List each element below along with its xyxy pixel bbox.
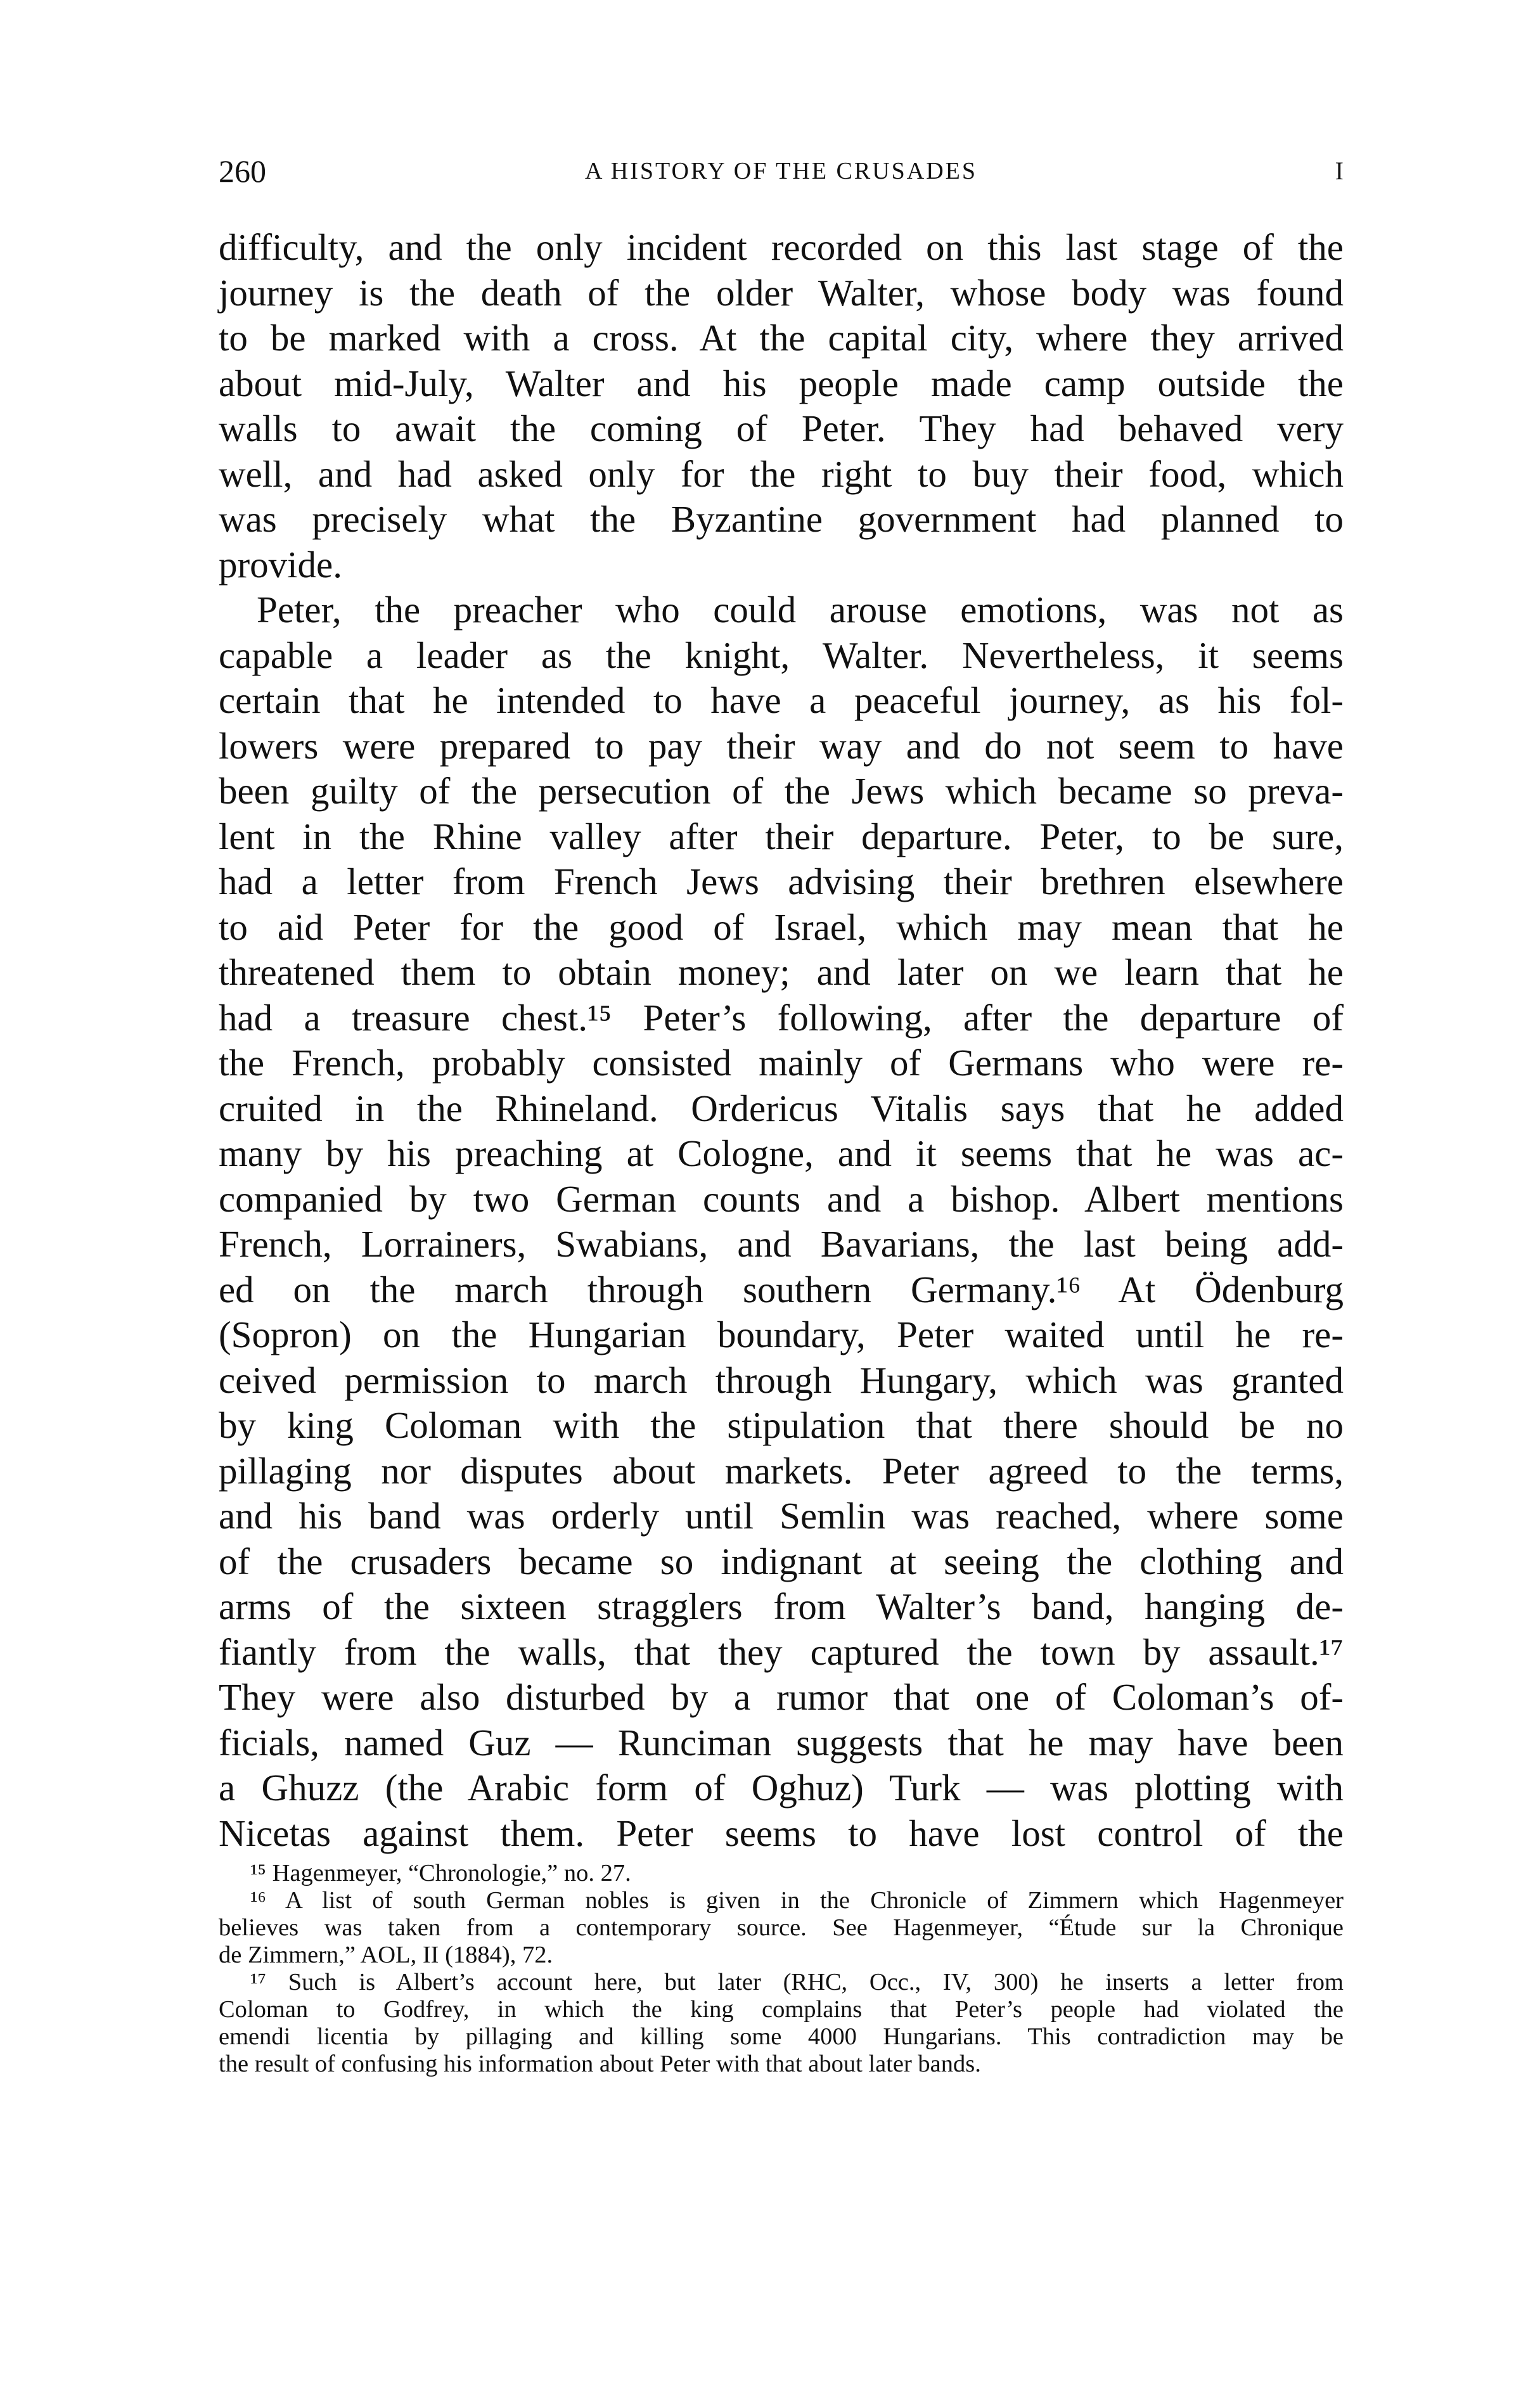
body-line: had a letter from French Jews advising their brethren elsewhere (219, 861, 1344, 902)
footnote-line: Coloman to Godfrey, in which the king complains that Peter’s people had violated the (219, 1996, 1344, 2023)
body-line: had a treasure chest.¹⁵ Peter’s following, after the departure of (219, 996, 1344, 1039)
body-line: the French, probably consisted mainly of Germans who were re- (219, 1042, 1344, 1084)
body-line: to aid Peter for the good of Israel, which may mean that he (219, 906, 1344, 948)
body-line: about mid-July, Walter and his people made camp outside the (219, 362, 1344, 404)
body-line: companied by two German counts and a bishop. Albert mentions (219, 1177, 1344, 1220)
footnote-line: the result of confusing his information about Peter with that about later bands. (219, 2051, 981, 2077)
body-line: ficials, named Guz — Runciman suggests that he may have been (219, 1721, 1344, 1764)
body-line: French, Lorrainers, Swabians, and Bavarians, the last being add- (219, 1223, 1344, 1265)
body-line: walls to await the coming of Peter. They had behaved very (219, 407, 1344, 449)
body-line: certain that he intended to have a peaceful journey, as his fol- (219, 679, 1344, 721)
body-line: well, and had asked only for the right to buy their food, which (219, 452, 1344, 495)
body-line: a Ghuzz (the Arabic form of Oghuz) Turk — was plotting with (219, 1767, 1344, 1809)
footnote-line: believes was taken from a contemporary source. See Hagenmeyer, “Étude sur la Chronique (219, 1914, 1344, 1941)
body-line: arms of the sixteen stragglers from Walter’s band, hanging de- (219, 1585, 1344, 1627)
body-line: Nicetas against them. Peter seems to have lost control of the (219, 1812, 1344, 1854)
footnote-line: ¹⁶ A list of south German nobles is given in the Chronicle of Zimmern which Hagenmeyer (250, 1887, 1344, 1914)
body-line: capable a leader as the knight, Walter. Nevertheless, it seems (219, 634, 1344, 676)
body-line: threatened them to obtain money; and later on we learn that he (219, 951, 1344, 993)
body-line: pillaging nor disputes about markets. Peter agreed to the terms, (219, 1449, 1344, 1492)
running-title: A HISTORY OF THE CRUSADES (584, 158, 978, 184)
footnote-line: emendi licentia by pillaging and killing some 4000 Hungarians. This contradiction may be (219, 2023, 1344, 2050)
body-line: lowers were prepared to pay their way and do not seem to have (219, 724, 1344, 767)
body-line: many by his preaching at Cologne, and it seems that he was ac- (219, 1132, 1344, 1174)
body-text (219, 225, 1344, 1856)
body-line: They were also disturbed by a rumor that one of Coloman’s of- (219, 1676, 1344, 1718)
body-line: fiantly from the walls, that they captured the town by assault.¹⁷ (219, 1630, 1344, 1673)
footnote-line: ¹⁷ Such is Albert’s account here, but later (RHC, Occ., IV, 300) he inserts a letter from (250, 1969, 1344, 1995)
page-number: 260 (219, 153, 266, 189)
body-line: been guilty of the persecution of the Jews which became so preva- (219, 770, 1344, 812)
footnote-line: ¹⁵ Hagenmeyer, “Chronologie,” no. 27. (250, 1860, 631, 1886)
body-line: ed on the march through southern Germany.¹⁶ At Ödenburg (219, 1268, 1344, 1310)
body-line: to be marked with a cross. At the capital city, where they arrived (219, 317, 1344, 359)
body-line: was precisely what the Byzantine government had planned to (219, 498, 1344, 540)
body-line: (Sopron) on the Hungarian boundary, Peter waited until he re- (219, 1314, 1344, 1355)
body-line: by king Coloman with the stipulation that there should be no (219, 1404, 1344, 1446)
footnote-line: de Zimmern,” AOL, II (1884), 72. (219, 1942, 553, 1968)
body-line: lent in the Rhine valley after their departure. Peter, to be sure, (219, 815, 1344, 857)
body-line: provide. (219, 543, 342, 586)
body-line: and his band was orderly until Semlin was reached, where some (219, 1495, 1344, 1537)
body-line: Peter, the preacher who could arouse emotions, was not as (257, 589, 1344, 631)
body-line: journey is the death of the older Walter, whose body was found (219, 271, 1344, 314)
body-line: ceived permission to march through Hungary, which was granted (219, 1359, 1344, 1401)
running-head (219, 152, 1344, 190)
volume-number: I (1335, 157, 1344, 185)
body-line: difficulty, and the only incident recorded on this last stage of the (219, 226, 1344, 268)
body-line: cruited in the Rhineland. Ordericus Vitalis says that he added (219, 1087, 1344, 1129)
body-line: of the crusaders became so indignant at seeing the clothing and (219, 1540, 1344, 1582)
footnotes (219, 1860, 1344, 2078)
